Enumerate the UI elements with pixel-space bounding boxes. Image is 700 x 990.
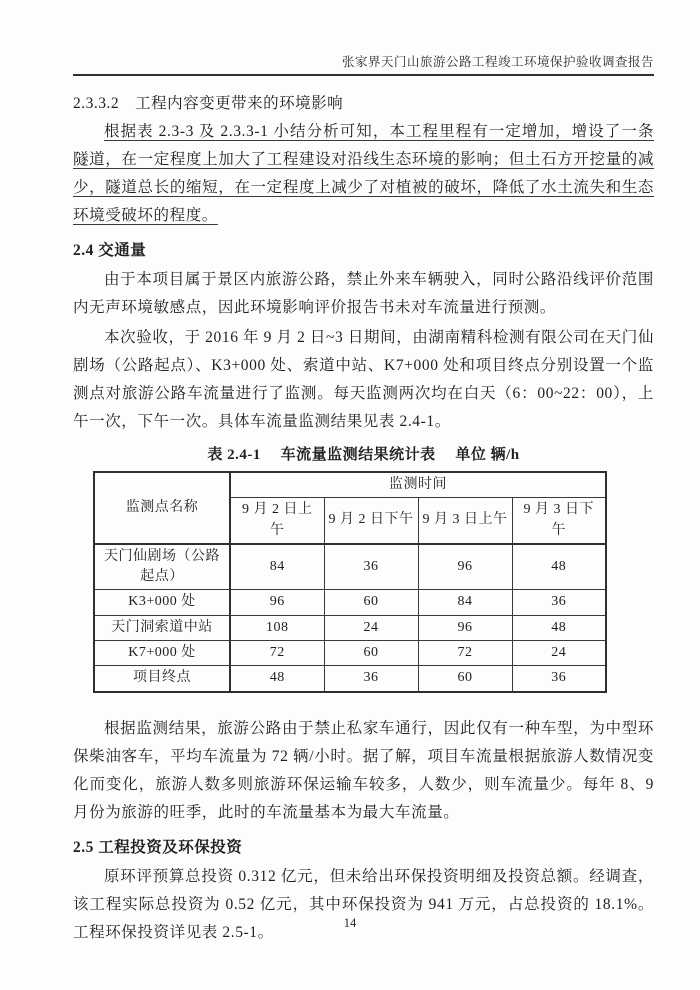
traffic-value: 84	[230, 544, 324, 590]
traffic-value: 48	[512, 615, 606, 640]
paragraph-change-environmental-impact: 根据表 2.3-3 及 2.3.3-1 小结分析可知，本工程里程有一定增加，增设了一条隧道，在一定程度上加大了工程建设对沿线生态环境的影响；但土石方开挖量的减少，隧道总长的缩短，在一定程度上减少了对植被的破坏，降低了水土流失和生态环境受破坏的程度。	[73, 123, 654, 224]
column-header-monitoring-time: 监测时间	[230, 472, 606, 498]
traffic-value: 108	[230, 615, 324, 640]
monitoring-point-name: 项目终点	[94, 666, 230, 692]
page-number: 14	[343, 916, 357, 930]
column-header-time-1: 9 月 2 日上午	[230, 498, 324, 544]
traffic-value: 36	[512, 666, 606, 692]
traffic-value: 96	[418, 544, 512, 590]
heading-2-3-3-2: 2.3.3.2 工程内容变更带来的环境影响	[73, 95, 344, 112]
paragraph-investment: 原环评预算总投资 0.312 亿元，但未给出环保投资明细及投资总额。经调查，该工程实际总投资为 0.52 亿元，其中环保投资为 941 万元，占总投资的 18.1%。工程环保投资详见表 2.5-1。	[73, 867, 654, 941]
column-header-monitoring-point: 监测点名称	[94, 472, 230, 544]
traffic-value: 36	[512, 590, 606, 615]
column-header-time-4: 9 月 3 日下午	[512, 498, 606, 544]
traffic-value: 60	[324, 590, 418, 615]
traffic-value: 72	[418, 641, 512, 666]
monitoring-point-name: 天门洞索道中站	[94, 615, 230, 640]
traffic-value: 96	[418, 615, 512, 640]
column-header-time-3: 9 月 3 日上午	[418, 498, 512, 544]
paragraph-monitoring-results: 根据监测结果，旅游公路由于禁止私家车通行，因此仅有一种车型，为中型环保柴油客车，平均车流量为 72 辆/小时。据了解，项目车流量根据旅游人数情况变化而变化，旅游人数多则旅游环保运输车较多，人数少，则车流量少。每年 8、9 月份为旅游的旺季，此时的车流量基本为最大车流量。	[73, 719, 654, 821]
paragraph-monitoring-description: 本次验收，于 2016 年 9 月 2 日~3 日期间，由湖南精科检测有限公司在天门仙剧场（公路起点）、K3+000 处、索道中站、K7+000 处和项目终点分别设置一个监测点对旅游公路车流量进行了监测。每天监测两次均在白天（6：00~22：00），上午一次，下午一次。具体车流量监测结果见表 2.4-1。	[73, 329, 654, 430]
traffic-value: 72	[230, 641, 324, 666]
traffic-value: 84	[418, 590, 512, 615]
table-row	[94, 666, 606, 692]
table-row	[94, 544, 606, 590]
table-2-4-1-title: 表 2.4-1 车流量监测结果统计表 单位 辆/h	[207, 447, 520, 463]
table-row	[94, 615, 606, 640]
traffic-value: 48	[230, 666, 324, 692]
traffic-value: 60	[324, 641, 418, 666]
traffic-value: 60	[418, 666, 512, 692]
header-rule	[73, 74, 654, 76]
monitoring-point-name: K3+000 处	[94, 590, 230, 615]
column-header-time-2: 9 月 2 日下午	[324, 498, 418, 544]
table-header-row-group	[94, 472, 606, 498]
heading-2-4-traffic-volume: 2.4 交通量	[73, 242, 147, 259]
traffic-value: 96	[230, 590, 324, 615]
paragraph-traffic-no-prediction: 由于本项目属于景区内旅游公路，禁止外来车辆驶入，同时公路沿线评价范围内无声环境敏感点，因此环境影响评价报告书未对车流量进行预测。	[73, 271, 654, 316]
table-row	[94, 641, 606, 666]
traffic-value: 24	[512, 641, 606, 666]
traffic-value: 36	[324, 544, 418, 590]
monitoring-point-name: K7+000 处	[94, 641, 230, 666]
running-header-title: 张家界天门山旅游公路工程竣工环境保护验收调查报告	[341, 55, 654, 69]
traffic-value: 36	[324, 666, 418, 692]
heading-2-5-investment: 2.5 工程投资及环保投资	[73, 838, 243, 856]
traffic-value: 24	[324, 615, 418, 640]
traffic-value: 48	[512, 544, 606, 590]
monitoring-point-name: 天门仙剧场（公路起点）	[94, 544, 230, 590]
table-row	[94, 590, 606, 615]
traffic-monitoring-table	[93, 471, 607, 693]
